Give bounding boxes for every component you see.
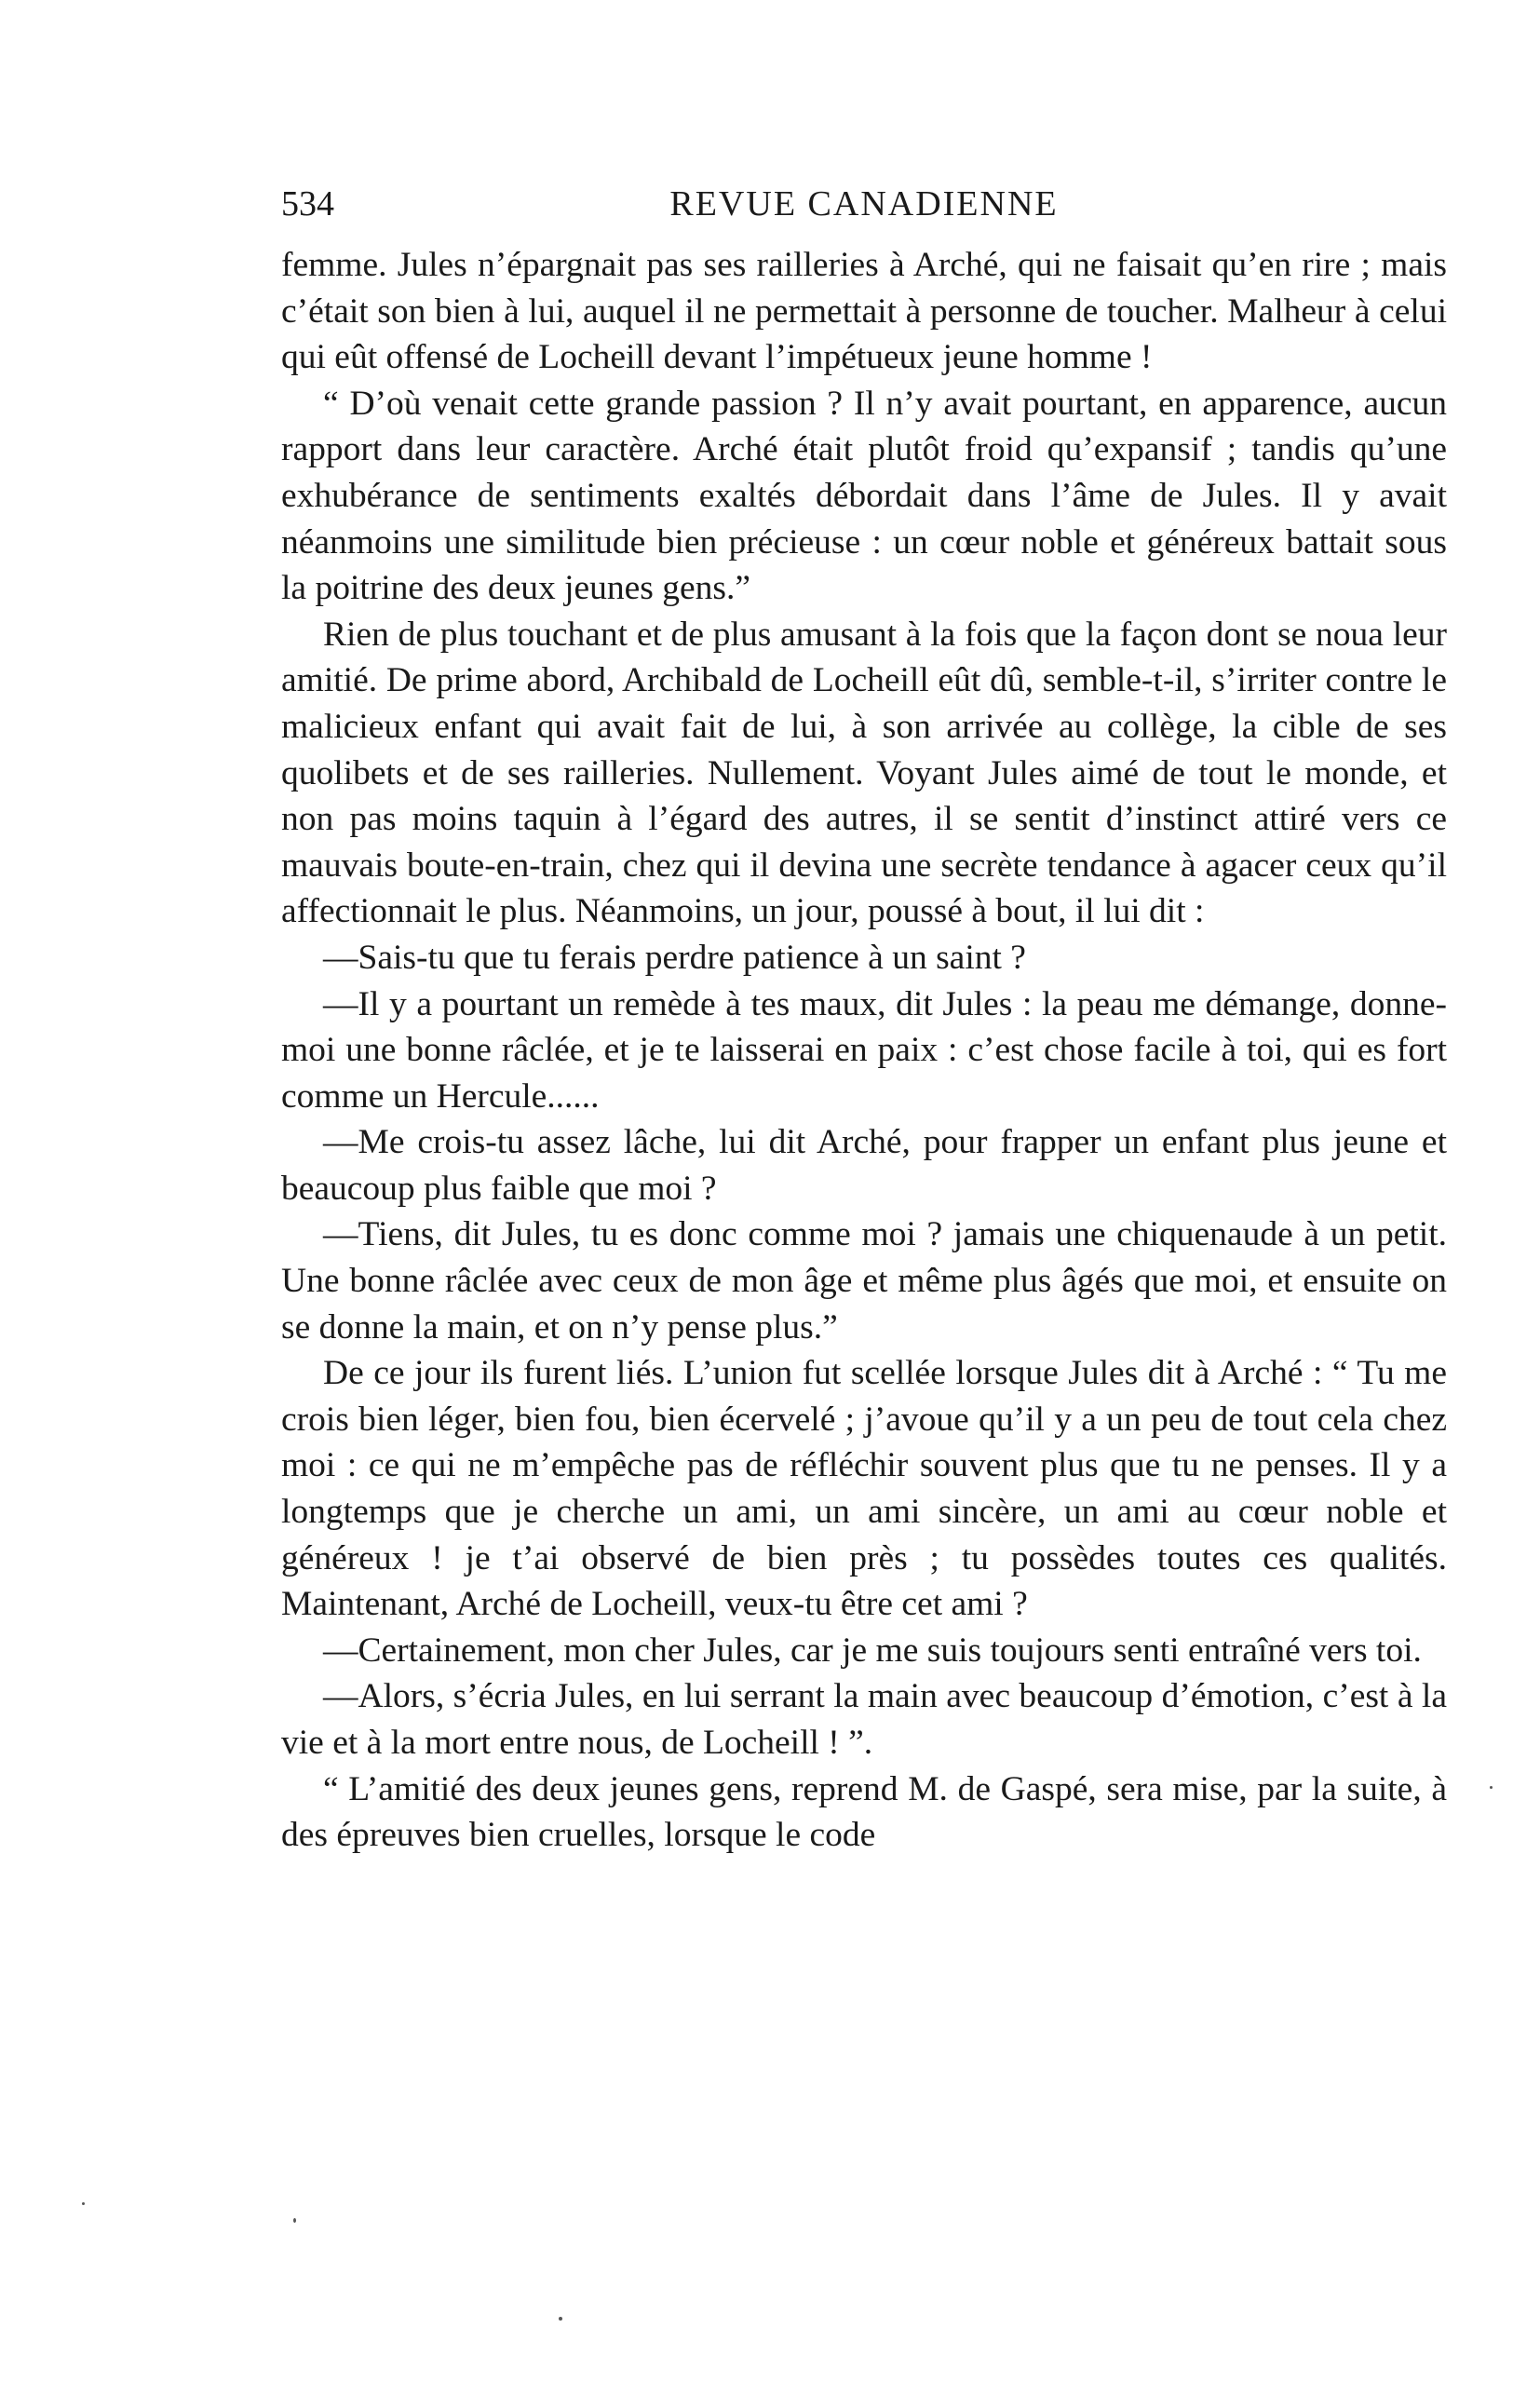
paragraph: Rien de plus touchant et de plus amusant à la fois que la façon dont se noua leur amitié. De prime abord, Archibald de Locheill eût dû, semble-t-il, s’irriter contre le malicieux enfant qui avait fait de lui, à son arrivée au collège, la cible de ses quolibets et de ses railleries. Nullement. Voyant Jules aimé de tout le monde, et non pas moins taquin à l’égard des autres, il se sentit d’instinct attiré vers ce mauvais boute-en-train, chez qui il devina une secrète tendance à agacer ceux qu’il affectionnait le plus. Néanmoins, un jour, poussé à bout, il lui dit : (281, 615, 1447, 931)
paragraph: —Tiens, dit Jules, tu es donc comme moi ? jamais une chiquenaude à un petit. Une bonne râclée avec ceux de mon âge et même plus âgés que moi, et ensuite on se donne la main, et on n’y pense plus.” (281, 1215, 1447, 1347)
body-text (281, 242, 1447, 1859)
scan-speck (293, 2218, 296, 2223)
paragraph: femme. Jules n’épargnait pas ses railleries à Arché, qui ne faisait qu’en rire ; mais c’était son bien à lui, auquel il ne permettait à personne de toucher. Malheur à celui qui eût offensé de Locheill devant l’impétueux jeune homme ! (281, 246, 1447, 377)
running-head (281, 182, 1447, 226)
paragraph: —Alors, s’écria Jules, en lui serrant la main avec beaucoup d’émotion, c’est à la vie et à la mort entre nous, de Locheill ! ”. (281, 1677, 1447, 1762)
paragraph: —Sais-tu que tu ferais perdre patience à un saint ? (323, 938, 1026, 977)
journal-title: REVUE CANADIENNE (669, 184, 1059, 223)
paragraph: “ D’où venait cette grande passion ? Il n’y avait pourtant, en apparence, aucun rapport dans leur caractère. Arché était plutôt froid qu’expansif ; tandis qu’une exhubérance de sentiments exaltés débordait dans l’âme de Jules. Il y avait néanmoins une similitude bien précieuse : un cœur noble et généreux battait sous la poitrine des deux jeunes gens.” (281, 384, 1447, 608)
paragraph: —Certainement, mon cher Jules, car je me suis toujours senti entraîné vers toi. (323, 1631, 1422, 1670)
paragraph: De ce jour ils furent liés. L’union fut scellée lorsque Jules dit à Arché : “ Tu me crois bien léger, bien fou, bien écervelé ; j’avoue qu’il y a un peu de tout cela chez moi : ce qui ne m’empêche pas de réfléchir souvent plus que tu ne penses. Il y a longtemps que je cherche un ami, un ami sincère, un ami au cœur noble et généreux ! je t’ai observé de bien près ; tu possèdes toutes ces qualités. Maintenant, Arché de Locheill, veux-tu être cet ami ? (281, 1354, 1447, 1624)
scan-speck (82, 2202, 85, 2205)
page-number: 534 (281, 184, 334, 223)
paragraph: —Me crois-tu assez lâche, lui dit Arché, pour frapper un enfant plus jeune et beaucoup plus faible que moi ? (281, 1123, 1447, 1208)
paragraph: “ L’amitié des deux jeunes gens, reprend M. de Gaspé, sera mise, par la suite, à des épreuves bien cruelles, lorsque le code (281, 1769, 1447, 1855)
scan-speck (1490, 1786, 1493, 1789)
scan-speck (559, 2317, 562, 2321)
paragraph: —Il y a pourtant un remède à tes maux, dit Jules : la peau me démange, donne-moi une bonne râclée, et je te laisserai en paix : c’est chose facile à toi, qui es fort comme un Hercule...... (281, 984, 1447, 1116)
